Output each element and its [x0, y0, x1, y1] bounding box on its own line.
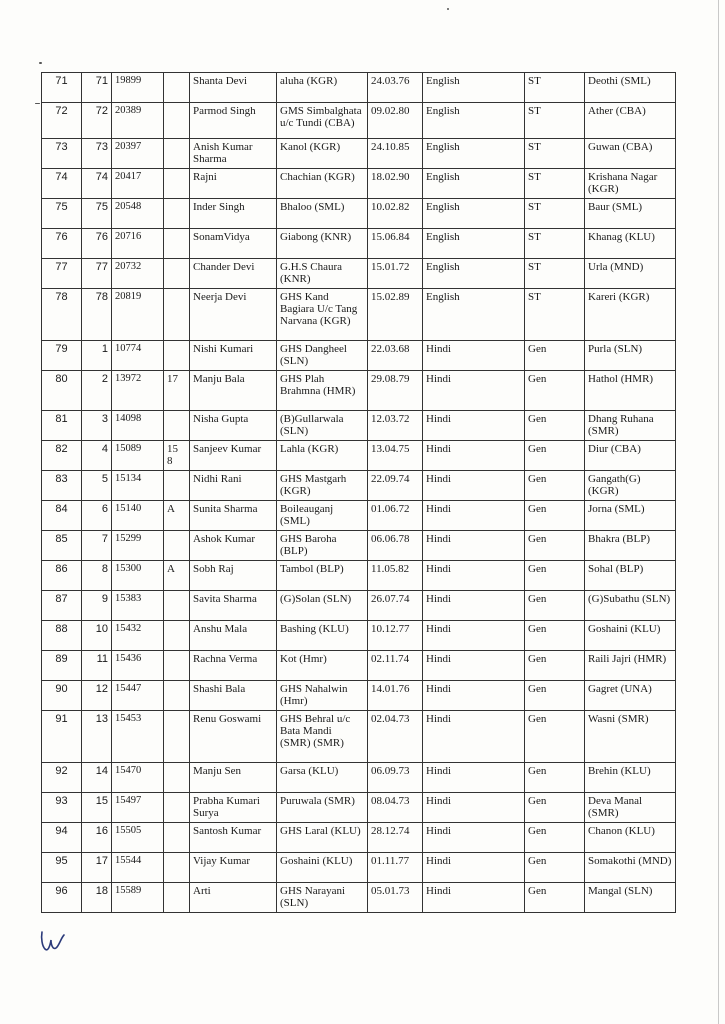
present-school-cell: Bashing (KLU) [277, 621, 368, 651]
serial-number-cell: 86 [42, 561, 82, 591]
serial-number-cell: 90 [42, 681, 82, 711]
date-of-birth-cell: 05.01.73 [368, 883, 423, 913]
sub-serial-number-cell: 76 [82, 229, 112, 259]
posting-place-cell: Khanag (KLU) [585, 229, 676, 259]
subject-cell: Hindi [423, 501, 525, 531]
date-of-birth-cell: 10.12.77 [368, 621, 423, 651]
teacher-name-cell: Sunita Sharma [190, 501, 277, 531]
sub-serial-number-cell: 8 [82, 561, 112, 591]
category-cell: Gen [525, 501, 585, 531]
employee-id-cell: 15299 [112, 531, 164, 561]
subject-cell: Hindi [423, 411, 525, 441]
present-school-cell: Garsa (KLU) [277, 763, 368, 793]
serial-number-cell: 75 [42, 199, 82, 229]
present-school-cell: Kot (Hmr) [277, 651, 368, 681]
remark-mark-cell [164, 711, 190, 763]
serial-number-cell: 84 [42, 501, 82, 531]
posting-place-cell: Bhakra (BLP) [585, 531, 676, 561]
category-cell: Gen [525, 621, 585, 651]
date-of-birth-cell: 18.02.90 [368, 169, 423, 199]
table-row [42, 531, 676, 561]
category-cell: Gen [525, 883, 585, 913]
table-row [42, 73, 676, 103]
posting-place-cell: Urla (MND) [585, 259, 676, 289]
employee-id-cell: 20417 [112, 169, 164, 199]
employee-id-cell: 20732 [112, 259, 164, 289]
serial-number-cell: 81 [42, 411, 82, 441]
teacher-name-cell: Savita Sharma [190, 591, 277, 621]
category-cell: Gen [525, 531, 585, 561]
teacher-name-cell: Renu Goswami [190, 711, 277, 763]
subject-cell: English [423, 199, 525, 229]
table-row [42, 371, 676, 411]
subject-cell: Hindi [423, 763, 525, 793]
sub-serial-number-cell: 2 [82, 371, 112, 411]
employee-id-cell: 15497 [112, 793, 164, 823]
teacher-name-cell: Prabha Kumari Surya [190, 793, 277, 823]
sub-serial-number-cell: 78 [82, 289, 112, 341]
employee-id-cell: 15432 [112, 621, 164, 651]
date-of-birth-cell: 15.02.89 [368, 289, 423, 341]
serial-number-cell: 83 [42, 471, 82, 501]
sub-serial-number-cell: 3 [82, 411, 112, 441]
serial-number-cell: 77 [42, 259, 82, 289]
employee-id-cell: 15505 [112, 823, 164, 853]
posting-place-cell: Purla (SLN) [585, 341, 676, 371]
table-row [42, 229, 676, 259]
table-row [42, 289, 676, 341]
table-row [42, 411, 676, 441]
present-school-cell: Boileauganj (SML) [277, 501, 368, 531]
employee-id-cell: 20819 [112, 289, 164, 341]
posting-place-cell: Goshaini (KLU) [585, 621, 676, 651]
subject-cell: Hindi [423, 883, 525, 913]
employee-id-cell: 20389 [112, 103, 164, 139]
scan-speck [39, 62, 42, 64]
sub-serial-number-cell: 11 [82, 651, 112, 681]
posting-place-cell: (G)Subathu (SLN) [585, 591, 676, 621]
employee-id-cell: 15589 [112, 883, 164, 913]
category-cell: Gen [525, 371, 585, 411]
sub-serial-number-cell: 72 [82, 103, 112, 139]
date-of-birth-cell: 15.06.84 [368, 229, 423, 259]
present-school-cell: GHS Behral u/c Bata Mandi (SMR) (SMR) [277, 711, 368, 763]
posting-place-cell: Hathol (HMR) [585, 371, 676, 411]
serial-number-cell: 88 [42, 621, 82, 651]
date-of-birth-cell: 06.06.78 [368, 531, 423, 561]
teacher-name-cell: Nisha Gupta [190, 411, 277, 441]
sub-serial-number-cell: 1 [82, 341, 112, 371]
teacher-roster-table [41, 72, 676, 913]
serial-number-cell: 92 [42, 763, 82, 793]
teacher-name-cell: Manju Bala [190, 371, 277, 411]
posting-place-cell: Jorna (SML) [585, 501, 676, 531]
category-cell: ST [525, 229, 585, 259]
present-school-cell: GHS Narayani (SLN) [277, 883, 368, 913]
teacher-name-cell: Shashi Bala [190, 681, 277, 711]
remark-mark-cell [164, 681, 190, 711]
date-of-birth-cell: 22.09.74 [368, 471, 423, 501]
table-row [42, 681, 676, 711]
present-school-cell: GHS Baroha (BLP) [277, 531, 368, 561]
page-edge [718, 0, 719, 1024]
employee-id-cell: 15544 [112, 853, 164, 883]
present-school-cell: Kanol (KGR) [277, 139, 368, 169]
posting-place-cell: Gagret (UNA) [585, 681, 676, 711]
teacher-name-cell: Anshu Mala [190, 621, 277, 651]
category-cell: Gen [525, 853, 585, 883]
present-school-cell: GHS Kand Bagiara U/c Tang Narvana (KGR) [277, 289, 368, 341]
date-of-birth-cell: 12.03.72 [368, 411, 423, 441]
remark-mark-cell [164, 793, 190, 823]
table-row [42, 883, 676, 913]
subject-cell: Hindi [423, 441, 525, 471]
sub-serial-number-cell: 9 [82, 591, 112, 621]
present-school-cell: GHS Laral (KLU) [277, 823, 368, 853]
category-cell: ST [525, 289, 585, 341]
remark-mark-cell [164, 199, 190, 229]
present-school-cell: Lahla (KGR) [277, 441, 368, 471]
remark-mark-cell [164, 853, 190, 883]
employee-id-cell: 13972 [112, 371, 164, 411]
sub-serial-number-cell: 13 [82, 711, 112, 763]
serial-number-cell: 87 [42, 591, 82, 621]
category-cell: Gen [525, 561, 585, 591]
sub-serial-number-cell: 18 [82, 883, 112, 913]
remark-mark-cell: A [164, 501, 190, 531]
posting-place-cell: Mangal (SLN) [585, 883, 676, 913]
sub-serial-number-cell: 75 [82, 199, 112, 229]
remark-mark-cell [164, 621, 190, 651]
category-cell: Gen [525, 411, 585, 441]
teacher-name-cell: Nidhi Rani [190, 471, 277, 501]
date-of-birth-cell: 11.05.82 [368, 561, 423, 591]
teacher-name-cell: Manju Sen [190, 763, 277, 793]
remark-mark-cell [164, 531, 190, 561]
sub-serial-number-cell: 17 [82, 853, 112, 883]
remark-mark-cell [164, 259, 190, 289]
present-school-cell: (G)Solan (SLN) [277, 591, 368, 621]
sub-serial-number-cell: 73 [82, 139, 112, 169]
date-of-birth-cell: 10.02.82 [368, 199, 423, 229]
subject-cell: English [423, 169, 525, 199]
present-school-cell: Puruwala (SMR) [277, 793, 368, 823]
date-of-birth-cell: 13.04.75 [368, 441, 423, 471]
present-school-cell: GHS Plah Brahmna (HMR) [277, 371, 368, 411]
table-row [42, 259, 676, 289]
posting-place-cell: Somakothi (MND) [585, 853, 676, 883]
posting-place-cell: Ather (CBA) [585, 103, 676, 139]
date-of-birth-cell: 15.01.72 [368, 259, 423, 289]
table-row [42, 199, 676, 229]
subject-cell: Hindi [423, 793, 525, 823]
subject-cell: English [423, 73, 525, 103]
remark-mark-cell [164, 823, 190, 853]
present-school-cell: GHS Mastgarh (KGR) [277, 471, 368, 501]
teacher-name-cell: Sanjeev Kumar [190, 441, 277, 471]
subject-cell: Hindi [423, 471, 525, 501]
date-of-birth-cell: 01.06.72 [368, 501, 423, 531]
sub-serial-number-cell: 10 [82, 621, 112, 651]
posting-place-cell: Gangath(G) (KGR) [585, 471, 676, 501]
date-of-birth-cell: 24.03.76 [368, 73, 423, 103]
teacher-name-cell: Anish Kumar Sharma [190, 139, 277, 169]
category-cell: Gen [525, 651, 585, 681]
employee-id-cell: 20716 [112, 229, 164, 259]
category-cell: ST [525, 199, 585, 229]
subject-cell: Hindi [423, 561, 525, 591]
serial-number-cell: 80 [42, 371, 82, 411]
teacher-name-cell: Rachna Verma [190, 651, 277, 681]
handwritten-initial [38, 928, 68, 954]
date-of-birth-cell: 14.01.76 [368, 681, 423, 711]
sub-serial-number-cell: 77 [82, 259, 112, 289]
date-of-birth-cell: 06.09.73 [368, 763, 423, 793]
employee-id-cell: 15089 [112, 441, 164, 471]
teacher-name-cell: Ashok Kumar [190, 531, 277, 561]
employee-id-cell: 19899 [112, 73, 164, 103]
posting-place-cell: Wasni (SMR) [585, 711, 676, 763]
serial-number-cell: 93 [42, 793, 82, 823]
teacher-name-cell: Arti [190, 883, 277, 913]
present-school-cell: (B)Gullarwala (SLN) [277, 411, 368, 441]
employee-id-cell: 20548 [112, 199, 164, 229]
remark-mark-cell: A [164, 561, 190, 591]
table-row [42, 139, 676, 169]
present-school-cell: G.H.S Chaura (KNR) [277, 259, 368, 289]
sub-serial-number-cell: 4 [82, 441, 112, 471]
remark-mark-cell: 15 8 [164, 441, 190, 471]
posting-place-cell: Guwan (CBA) [585, 139, 676, 169]
remark-mark-cell [164, 103, 190, 139]
serial-number-cell: 73 [42, 139, 82, 169]
serial-number-cell: 72 [42, 103, 82, 139]
teacher-name-cell: Sobh Raj [190, 561, 277, 591]
serial-number-cell: 85 [42, 531, 82, 561]
subject-cell: Hindi [423, 823, 525, 853]
teacher-name-cell: Vijay Kumar [190, 853, 277, 883]
posting-place-cell: Kareri (KGR) [585, 289, 676, 341]
remark-mark-cell [164, 763, 190, 793]
teacher-name-cell: Santosh Kumar [190, 823, 277, 853]
category-cell: Gen [525, 341, 585, 371]
sub-serial-number-cell: 7 [82, 531, 112, 561]
subject-cell: Hindi [423, 681, 525, 711]
posting-place-cell: Raili Jajri (HMR) [585, 651, 676, 681]
employee-id-cell: 15453 [112, 711, 164, 763]
table-row [42, 823, 676, 853]
teacher-name-cell: Rajni [190, 169, 277, 199]
category-cell: Gen [525, 793, 585, 823]
table-row [42, 341, 676, 371]
posting-place-cell: Sohal (BLP) [585, 561, 676, 591]
employee-id-cell: 15300 [112, 561, 164, 591]
table-row [42, 103, 676, 139]
serial-number-cell: 74 [42, 169, 82, 199]
present-school-cell: GMS Simbalghata u/c Tundi (CBA) [277, 103, 368, 139]
employee-id-cell: 20397 [112, 139, 164, 169]
remark-mark-cell [164, 73, 190, 103]
subject-cell: English [423, 259, 525, 289]
date-of-birth-cell: 01.11.77 [368, 853, 423, 883]
teacher-name-cell: Parmod Singh [190, 103, 277, 139]
posting-place-cell: Deva Manal (SMR) [585, 793, 676, 823]
table-row [42, 471, 676, 501]
subject-cell: Hindi [423, 711, 525, 763]
teacher-name-cell: Neerja Devi [190, 289, 277, 341]
sub-serial-number-cell: 71 [82, 73, 112, 103]
sub-serial-number-cell: 74 [82, 169, 112, 199]
serial-number-cell: 82 [42, 441, 82, 471]
serial-number-cell: 91 [42, 711, 82, 763]
table-row [42, 441, 676, 471]
category-cell: ST [525, 139, 585, 169]
remark-mark-cell [164, 651, 190, 681]
sub-serial-number-cell: 14 [82, 763, 112, 793]
table-row [42, 501, 676, 531]
date-of-birth-cell: 02.04.73 [368, 711, 423, 763]
table-row [42, 169, 676, 199]
category-cell: Gen [525, 823, 585, 853]
serial-number-cell: 96 [42, 883, 82, 913]
serial-number-cell: 95 [42, 853, 82, 883]
date-of-birth-cell: 02.11.74 [368, 651, 423, 681]
table-row [42, 651, 676, 681]
employee-id-cell: 10774 [112, 341, 164, 371]
scan-speck [447, 8, 449, 10]
teacher-name-cell: SonamVidya [190, 229, 277, 259]
remark-mark-cell [164, 411, 190, 441]
serial-number-cell: 78 [42, 289, 82, 341]
table-row [42, 853, 676, 883]
date-of-birth-cell: 24.10.85 [368, 139, 423, 169]
category-cell: Gen [525, 763, 585, 793]
posting-place-cell: Deothi (SML) [585, 73, 676, 103]
table-row [42, 561, 676, 591]
sub-serial-number-cell: 15 [82, 793, 112, 823]
present-school-cell: GHS Dangheel (SLN) [277, 341, 368, 371]
remark-mark-cell [164, 139, 190, 169]
subject-cell: English [423, 103, 525, 139]
teacher-name-cell: Chander Devi [190, 259, 277, 289]
teacher-name-cell: Inder Singh [190, 199, 277, 229]
subject-cell: English [423, 139, 525, 169]
posting-place-cell: Chanon (KLU) [585, 823, 676, 853]
category-cell: Gen [525, 711, 585, 763]
sub-serial-number-cell: 16 [82, 823, 112, 853]
subject-cell: Hindi [423, 651, 525, 681]
date-of-birth-cell: 29.08.79 [368, 371, 423, 411]
table-row [42, 763, 676, 793]
present-school-cell: Bhaloo (SML) [277, 199, 368, 229]
remark-mark-cell [164, 471, 190, 501]
remark-mark-cell [164, 341, 190, 371]
employee-id-cell: 15470 [112, 763, 164, 793]
teacher-name-cell: Nishi Kumari [190, 341, 277, 371]
table-row [42, 793, 676, 823]
serial-number-cell: 89 [42, 651, 82, 681]
remark-mark-cell [164, 289, 190, 341]
employee-id-cell: 15134 [112, 471, 164, 501]
remark-mark-cell [164, 229, 190, 259]
subject-cell: Hindi [423, 531, 525, 561]
subject-cell: Hindi [423, 591, 525, 621]
present-school-cell: GHS Nahalwin (Hmr) [277, 681, 368, 711]
category-cell: Gen [525, 591, 585, 621]
table-row [42, 591, 676, 621]
remark-mark-cell [164, 591, 190, 621]
present-school-cell: Goshaini (KLU) [277, 853, 368, 883]
employee-id-cell: 15436 [112, 651, 164, 681]
present-school-cell: Chachian (KGR) [277, 169, 368, 199]
subject-cell: Hindi [423, 621, 525, 651]
sub-serial-number-cell: 5 [82, 471, 112, 501]
category-cell: ST [525, 73, 585, 103]
sub-serial-number-cell: 12 [82, 681, 112, 711]
employee-id-cell: 15140 [112, 501, 164, 531]
teacher-name-cell: Shanta Devi [190, 73, 277, 103]
present-school-cell: aluha (KGR) [277, 73, 368, 103]
category-cell: ST [525, 259, 585, 289]
sub-serial-number-cell: 6 [82, 501, 112, 531]
serial-number-cell: 94 [42, 823, 82, 853]
posting-place-cell: Baur (SML) [585, 199, 676, 229]
employee-id-cell: 15383 [112, 591, 164, 621]
table-row [42, 711, 676, 763]
category-cell: ST [525, 169, 585, 199]
date-of-birth-cell: 28.12.74 [368, 823, 423, 853]
serial-number-cell: 71 [42, 73, 82, 103]
table-row [42, 621, 676, 651]
posting-place-cell: Krishana Nagar (KGR) [585, 169, 676, 199]
subject-cell: Hindi [423, 853, 525, 883]
serial-number-cell: 79 [42, 341, 82, 371]
subject-cell: Hindi [423, 341, 525, 371]
remark-mark-cell: 17 [164, 371, 190, 411]
date-of-birth-cell: 26.07.74 [368, 591, 423, 621]
date-of-birth-cell: 09.02.80 [368, 103, 423, 139]
date-of-birth-cell: 08.04.73 [368, 793, 423, 823]
subject-cell: English [423, 289, 525, 341]
category-cell: Gen [525, 471, 585, 501]
category-cell: Gen [525, 441, 585, 471]
employee-id-cell: 15447 [112, 681, 164, 711]
subject-cell: English [423, 229, 525, 259]
present-school-cell: Tambol (BLP) [277, 561, 368, 591]
posting-place-cell: Dhang Ruhana (SMR) [585, 411, 676, 441]
category-cell: Gen [525, 681, 585, 711]
present-school-cell: Giabong (KNR) [277, 229, 368, 259]
subject-cell: Hindi [423, 371, 525, 411]
remark-mark-cell [164, 883, 190, 913]
category-cell: ST [525, 103, 585, 139]
posting-place-cell: Diur (CBA) [585, 441, 676, 471]
scan-speck [35, 103, 40, 104]
remark-mark-cell [164, 169, 190, 199]
posting-place-cell: Brehin (KLU) [585, 763, 676, 793]
serial-number-cell: 76 [42, 229, 82, 259]
date-of-birth-cell: 22.03.68 [368, 341, 423, 371]
employee-id-cell: 14098 [112, 411, 164, 441]
